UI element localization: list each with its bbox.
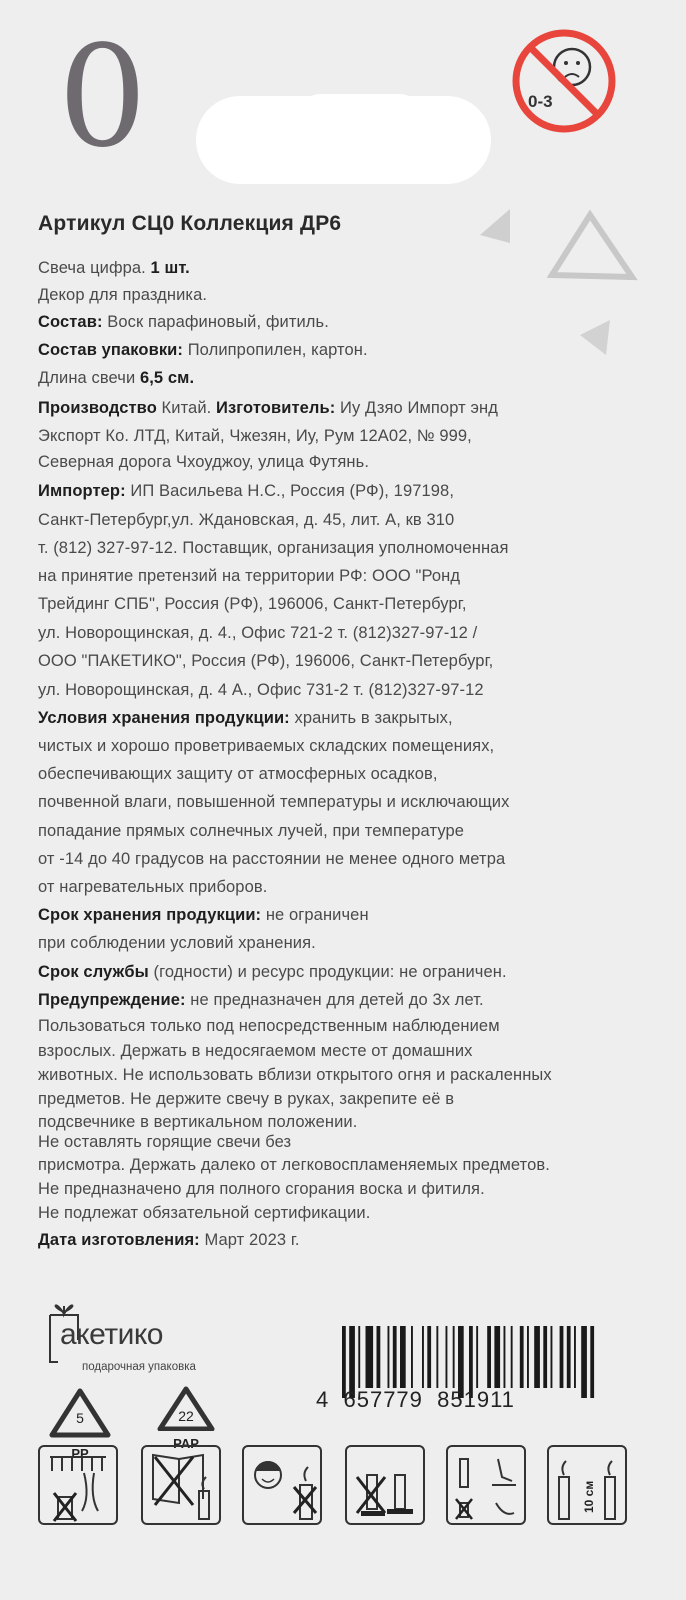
barcode-bar	[427, 1326, 431, 1388]
barcode-bar	[400, 1326, 406, 1388]
recycling-label: PP	[71, 1446, 89, 1461]
info-line	[38, 1204, 370, 1223]
brand-logo: акетико	[60, 1318, 163, 1351]
info-text: предметов. Не держите свечу в руках, закрепите её в	[38, 1090, 455, 1108]
info-text: Свеча цифра.	[38, 259, 151, 277]
barcode-bar	[377, 1326, 381, 1388]
info-line	[38, 652, 493, 671]
redacted-sticker-top	[300, 94, 420, 134]
barcode-bar	[388, 1326, 390, 1388]
info-text: обеспечивающих защиту от атмосферных осадков,	[38, 765, 438, 783]
info-text: Полипропилен, картон.	[183, 341, 368, 359]
info-line	[38, 850, 505, 869]
info-label: Производство	[38, 399, 157, 417]
candle-near-children-prohibited-icon	[242, 1445, 322, 1525]
info-text: чистых и хорошо проветриваемых складских помещениях,	[38, 737, 495, 755]
barcode-bar	[453, 1326, 455, 1388]
info-text: ул. Новорощинская, д. 4., Офис 721-2 т. (812)327-97-12 /	[38, 624, 478, 642]
barcode-bar	[487, 1326, 491, 1388]
barcode-bar	[436, 1326, 438, 1388]
recycling-label: PAP	[173, 1436, 199, 1451]
barcode-bar	[411, 1326, 413, 1388]
info-line	[38, 595, 467, 614]
info-text: Декор для праздника.	[38, 286, 208, 304]
info-line	[38, 482, 454, 501]
info-text: Длина свечи	[38, 369, 140, 387]
brand-tagline: подарочная упаковка	[82, 1361, 196, 1373]
age-badge-text: 0-3	[528, 92, 553, 111]
barcode-bar	[527, 1326, 529, 1388]
candle-spacing-icon	[547, 1445, 627, 1525]
info-label: Условия хранения продукции:	[38, 709, 290, 727]
barcode-bar	[520, 1326, 524, 1388]
info-text: Пользоваться только под непосредственным наблюдением	[38, 1017, 500, 1035]
info-text: ИП Васильева Н.С., Россия (РФ), 197198,	[125, 482, 455, 500]
info-line	[38, 399, 498, 418]
barcode-bar	[494, 1326, 500, 1388]
candle-near-paper-prohibited-icon	[141, 1445, 221, 1525]
info-text: Трейдинг СПБ", Россия (РФ), 196006, Санкт-Петербург,	[38, 595, 467, 613]
barcode-left-digits: 657779	[343, 1387, 423, 1412]
recycling-icon	[44, 1385, 116, 1441]
info-line	[38, 427, 472, 446]
info-line	[38, 681, 484, 700]
barcode-bar	[560, 1326, 564, 1388]
info-text: Иу Дзяо Импорт энд	[335, 399, 498, 417]
info-line	[38, 313, 329, 332]
info-line	[38, 1066, 552, 1085]
info-text: на принятие претензий на территории РФ: ООО "Ронд	[38, 567, 461, 585]
info-line	[38, 1042, 473, 1061]
barcode-bar	[393, 1326, 397, 1388]
recycling-code: 22	[178, 1408, 194, 1424]
info-label: Импортер:	[38, 482, 126, 500]
info-text: подсвечнике в вертикальном положении.	[38, 1113, 358, 1131]
info-text: не ограничен	[261, 906, 369, 924]
info-line	[38, 822, 464, 841]
info-label: Срок хранения продукции:	[38, 906, 262, 924]
info-text: при соблюдении условий хранения.	[38, 934, 316, 952]
info-line	[38, 511, 454, 530]
candle-without-holder-prohibited-icon	[345, 1445, 425, 1525]
info-text: Не оставлять горящие свечи без	[38, 1133, 292, 1151]
info-label: Состав упаковки:	[38, 341, 184, 359]
barcode-bar	[446, 1326, 448, 1388]
recycling-code: 5	[76, 1410, 84, 1426]
info-text: Март 2023 г.	[199, 1231, 300, 1249]
info-line	[38, 991, 484, 1010]
info-line	[38, 1231, 300, 1250]
barcode-right-digits: 851911	[437, 1387, 515, 1412]
info-label: 1 шт.	[150, 259, 190, 277]
barcode-bar	[422, 1326, 424, 1388]
info-text: (годности) и ресурс продукции: не ограничен.	[148, 963, 507, 981]
info-text: Санкт-Петербург,ул. Ждановская, д. 45, лит. А, кв 310	[38, 511, 455, 529]
info-line	[38, 369, 194, 388]
info-label: 6,5 см.	[139, 369, 195, 387]
info-text: от нагревательных приборов.	[38, 878, 268, 896]
info-label: Дата изготовления:	[38, 1231, 200, 1249]
info-line	[38, 567, 460, 586]
info-line	[38, 878, 267, 897]
recycling-icon	[150, 1385, 222, 1431]
barcode-bar	[581, 1326, 587, 1398]
article-title: Артикул СЦ0 Коллекция ДР6	[38, 212, 342, 235]
barcode-bar	[567, 1326, 571, 1388]
info-text: Не предназначено для полного сгорания воска и фитиля.	[38, 1180, 485, 1198]
info-line	[38, 341, 368, 360]
info-line	[38, 1133, 291, 1152]
age-restriction-icon	[508, 27, 620, 137]
info-line	[38, 963, 507, 982]
barcode-bar	[504, 1326, 506, 1388]
candle-digit: 0	[58, 16, 148, 179]
info-line	[38, 906, 369, 925]
info-text: присмотра. Держать далеко от легковоспламеняемых предметов.	[38, 1156, 550, 1174]
candle-unattended-prohibited-icon	[446, 1445, 526, 1525]
info-line	[38, 765, 438, 784]
info-line	[38, 709, 453, 728]
candle-near-curtains-prohibited-icon	[38, 1445, 118, 1525]
info-line	[38, 1113, 357, 1132]
barcode-digits	[316, 1387, 515, 1413]
recycling-pap	[150, 1385, 222, 1451]
decorative-triangles-icon	[470, 205, 650, 365]
info-text: взрослых. Держать в недосягаемом месте от домашних	[38, 1042, 473, 1060]
info-line	[38, 793, 509, 812]
info-text: хранить в закрытых,	[289, 709, 453, 727]
barcode-bar	[534, 1326, 540, 1388]
barcode-bar	[366, 1326, 374, 1388]
barcode-bar	[551, 1326, 553, 1388]
spacing-label: 10 см	[582, 1480, 596, 1513]
barcode-bar	[511, 1326, 513, 1388]
info-label: Предупреждение:	[38, 991, 186, 1009]
barcode-bar	[543, 1326, 547, 1388]
info-text: ООО "ПАКЕТИКО", Россия (РФ), 196006, Санкт-Петербург,	[38, 652, 494, 670]
info-line	[38, 539, 509, 558]
info-line	[38, 1180, 485, 1199]
barcode-bar	[476, 1326, 478, 1388]
info-text: Северная дорога Чхоуджоу, улица Футянь.	[38, 453, 370, 471]
info-text: ул. Новорощинская, д. 4 А., Офис 731-2 т. (812)327-97-12	[38, 681, 484, 699]
info-text: т. (812) 327-97-12. Поставщик, организация уполномоченная	[38, 539, 509, 557]
info-text: животных. Не использовать вблизи открытого огня и раскаленных	[38, 1066, 552, 1084]
info-label: Срок службы	[38, 963, 149, 981]
info-text: попадание прямых солнечных лучей, при температуре	[38, 822, 465, 840]
info-line	[38, 737, 494, 756]
info-text: Китай.	[156, 399, 217, 417]
barcode-first-digit: 4	[316, 1387, 330, 1412]
info-text: Не подлежат обязательной сертификации.	[38, 1204, 371, 1222]
info-text: Воск парафиновый, фитиль.	[102, 313, 329, 331]
info-text: не предназначен для детей до 3х лет.	[185, 991, 484, 1009]
info-text: почвенной влаги, повышенной температуры и исключающих	[38, 793, 510, 811]
info-line	[38, 453, 369, 472]
info-line	[38, 1017, 500, 1036]
info-label: Состав:	[38, 313, 103, 331]
info-text: Экспорт Ко. ЛТД, Китай, Чжезян, Иу, Рум 12А02, № 999,	[38, 427, 472, 445]
info-line	[38, 1156, 550, 1175]
info-line	[38, 934, 316, 953]
info-text: от -14 до 40 градусов на расстоянии не менее одного метра	[38, 850, 506, 868]
info-line	[38, 1090, 454, 1109]
barcode-bar	[590, 1326, 594, 1398]
info-line	[38, 259, 190, 278]
barcode-bar	[358, 1326, 360, 1388]
info-line	[38, 286, 207, 305]
info-line	[38, 624, 477, 643]
info-label: Изготовитель:	[216, 399, 336, 417]
barcode-bar	[574, 1326, 576, 1388]
